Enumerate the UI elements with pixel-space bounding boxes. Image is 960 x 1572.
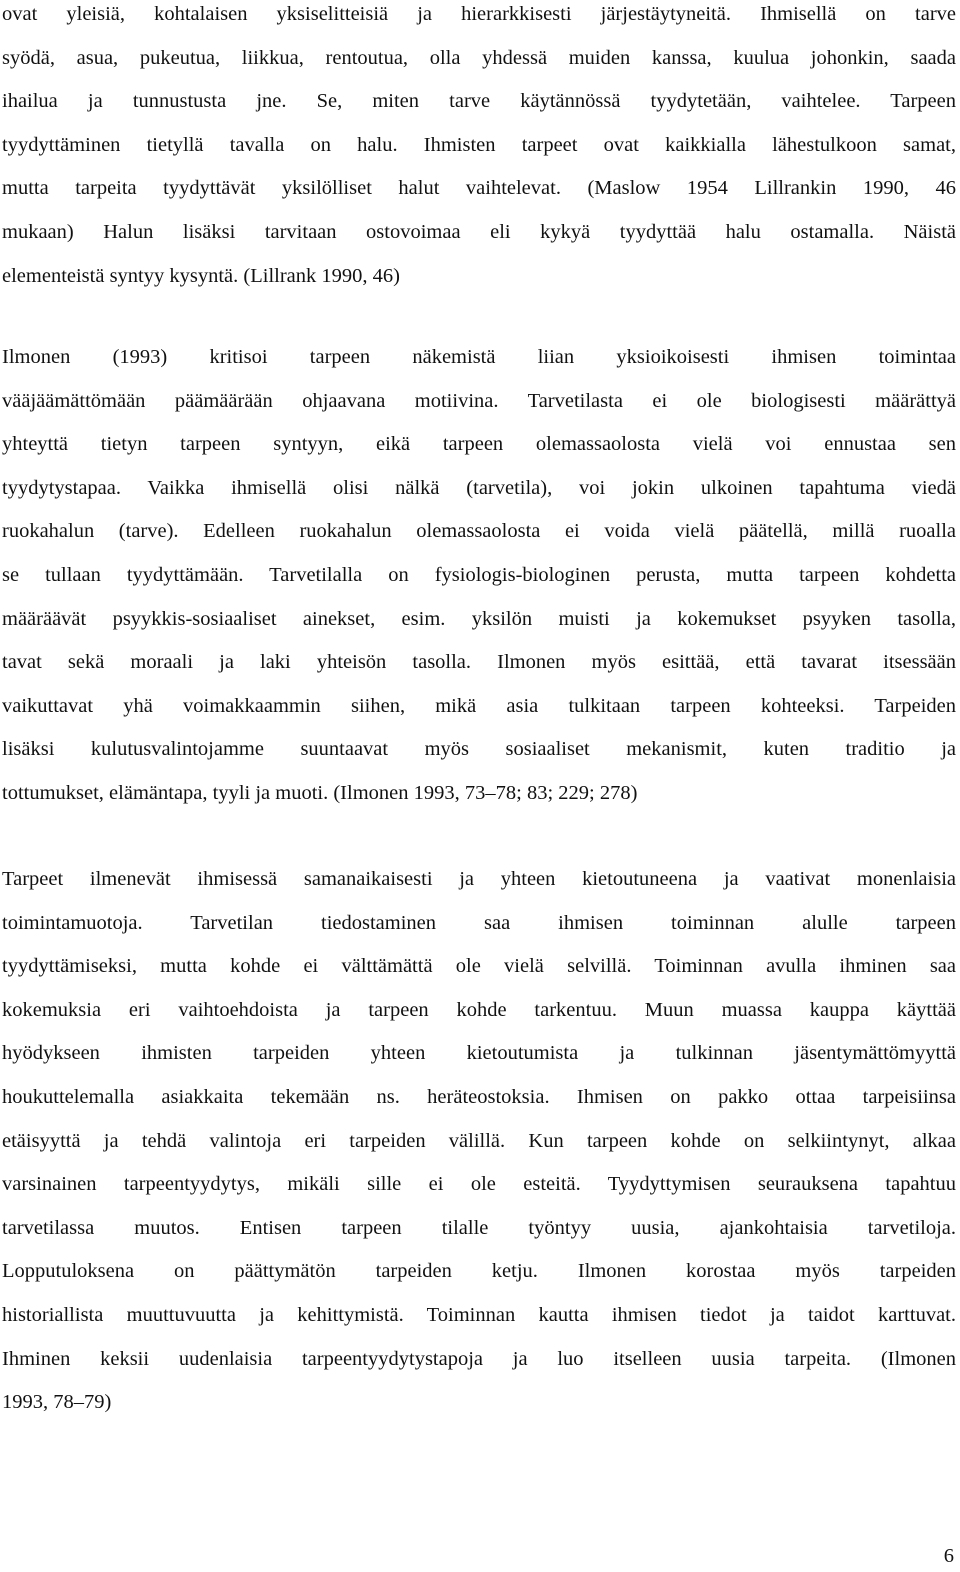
text-line: syödä, asua, pukeutua, liikkua, rentoutua, olla yhdessä muiden kanssa, kuulua johonkin, saada [2,46,956,69]
text-line: etäisyyttä ja tehdä valintoja eri tarpeiden välillä. Kun tarpeen kohde on selkiintynyt, alkaa [2,1129,956,1152]
text-line: Ihminen keksii uudenlaisia tarpeentyydytystapoja ja luo itselleen uusia tarpeita. (Ilmonen [2,1347,956,1370]
text-line: vaikuttavat yhä voimakkaammin siihen, mikä asia tulkitaan tarpeen kohteeksi. Tarpeiden [2,694,956,717]
text-line: elementeistä syntyy kysyntä. (Lillrank 1990, 46) [2,264,400,287]
paragraph-2 [2,336,956,816]
text-line: ruokahalun (tarve). Edelleen ruokahalun olemassaolosta ei voida vielä päätellä, millä ruoalla [2,520,956,543]
text-line: yhteyttä tietyn tarpeen syntyyn, eikä tarpeen olemassaolosta vielä voi ennustaa sen [2,433,956,456]
text-line: tottumukset, elämäntapa, tyyli ja muoti. (Ilmonen 1993, 73–78; 83; 229; 278) [2,781,638,804]
text-line: 1993, 78–79) [2,1391,112,1414]
text-line: mukaan) Halun lisäksi tarvitaan ostovoimaa eli kykyä tyydyttää halu ostamalla. Näistä [2,220,956,243]
text-line: lisäksi kulutusvalintojamme suuntaavat myös sosiaaliset mekanismit, kuten traditio ja [2,738,956,761]
text-line: houkuttelemalla asiakkaita tekemään ns. heräteostoksia. Ihmisen on pakko ottaa tarpeisiinsa [2,1085,956,1108]
paragraph-1 [2,0,956,298]
text-line: tyydyttäminen tietyllä tavalla on halu. Ihmisten tarpeet ovat kaikkialla lähestulkoon samat, [2,133,956,156]
text-line: varsinainen tarpeentyydytys, mikäli sille ei ole esteitä. Tyydyttymisen seurauksena tapahtuu [2,1173,956,1196]
text-line: historiallista muuttuvuutta ja kehittymistä. Toiminnan kautta ihmisen tiedot ja taidot karttuvat. [2,1303,956,1326]
text-line: hyödykseen ihmisten tarpeiden yhteen kietoutumista ja tulkinnan jäsentymättömyyttä [2,1042,956,1065]
text-line: ihailua ja tunnustusta jne. Se, miten tarve käytännössä tyydytetään, vaihtelee. Tarpeen [2,90,956,113]
text-line: mutta tarpeita tyydyttävät yksilölliset halut vaihtelevat. (Maslow 1954 Lillrankin 1990, 46 [2,177,956,200]
text-line: toimintamuotoja. Tarvetilan tiedostaminen saa ihmisen toiminnan alulle tarpeen [2,911,956,934]
text-line: Lopputuloksena on päättymätön tarpeiden ketju. Ilmonen korostaa myös tarpeiden [2,1260,956,1283]
text-line: Tarpeet ilmenevät ihmisessä samanaikaisesti ja yhteen kietoutuneena ja vaativat monenlaisia [2,868,956,890]
text-line: kokemuksia eri vaihtoehdoista ja tarpeen kohde tarkentuu. Muun muassa kauppa käyttää [2,998,956,1021]
text-line: Ilmonen (1993) kritisoi tarpeen näkemistä liian yksioikoisesti ihmisen toimintaa [2,346,956,368]
page-number: 6 [943,1545,954,1567]
text-line: se tullaan tyydyttämään. Tarvetilalla on fysiologis-biologinen perusta, mutta tarpeen kohdetta [2,563,956,586]
text-line: tavat sekä moraali ja laki yhteisön tasolla. Ilmonen myös esittää, että tavarat itsessään [2,651,956,674]
paragraph-3 [2,858,956,1425]
text-line: tyydyttämiseksi, mutta kohde ei välttämättä ole vielä selvillä. Toiminnan avulla ihminen saa [2,955,956,978]
text-line: tarvetilassa muutos. Entisen tarpeen tilalle työntyy uusia, ajankohtaisia tarvetiloja. [2,1216,956,1239]
text-line: määräävät psyykkis-sosiaaliset ainekset, esim. yksilön muisti ja kokemukset psyyken tasolla, [2,607,956,630]
text-line: tyydytystapaa. Vaikka ihmisellä olisi nälkä (tarvetila), voi jokin ulkoinen tapahtuma viedä [2,476,956,499]
text-line: vääjäämättömään päämäärään ohjaavana motiivina. Tarvetilasta ei ole biologisesti määrättyä [2,389,956,412]
text-line: ovat yleisiä, kohtalaisen yksiselitteisiä ja hierarkkisesti järjestäytyneitä. Ihmisellä on tarve [2,3,956,25]
